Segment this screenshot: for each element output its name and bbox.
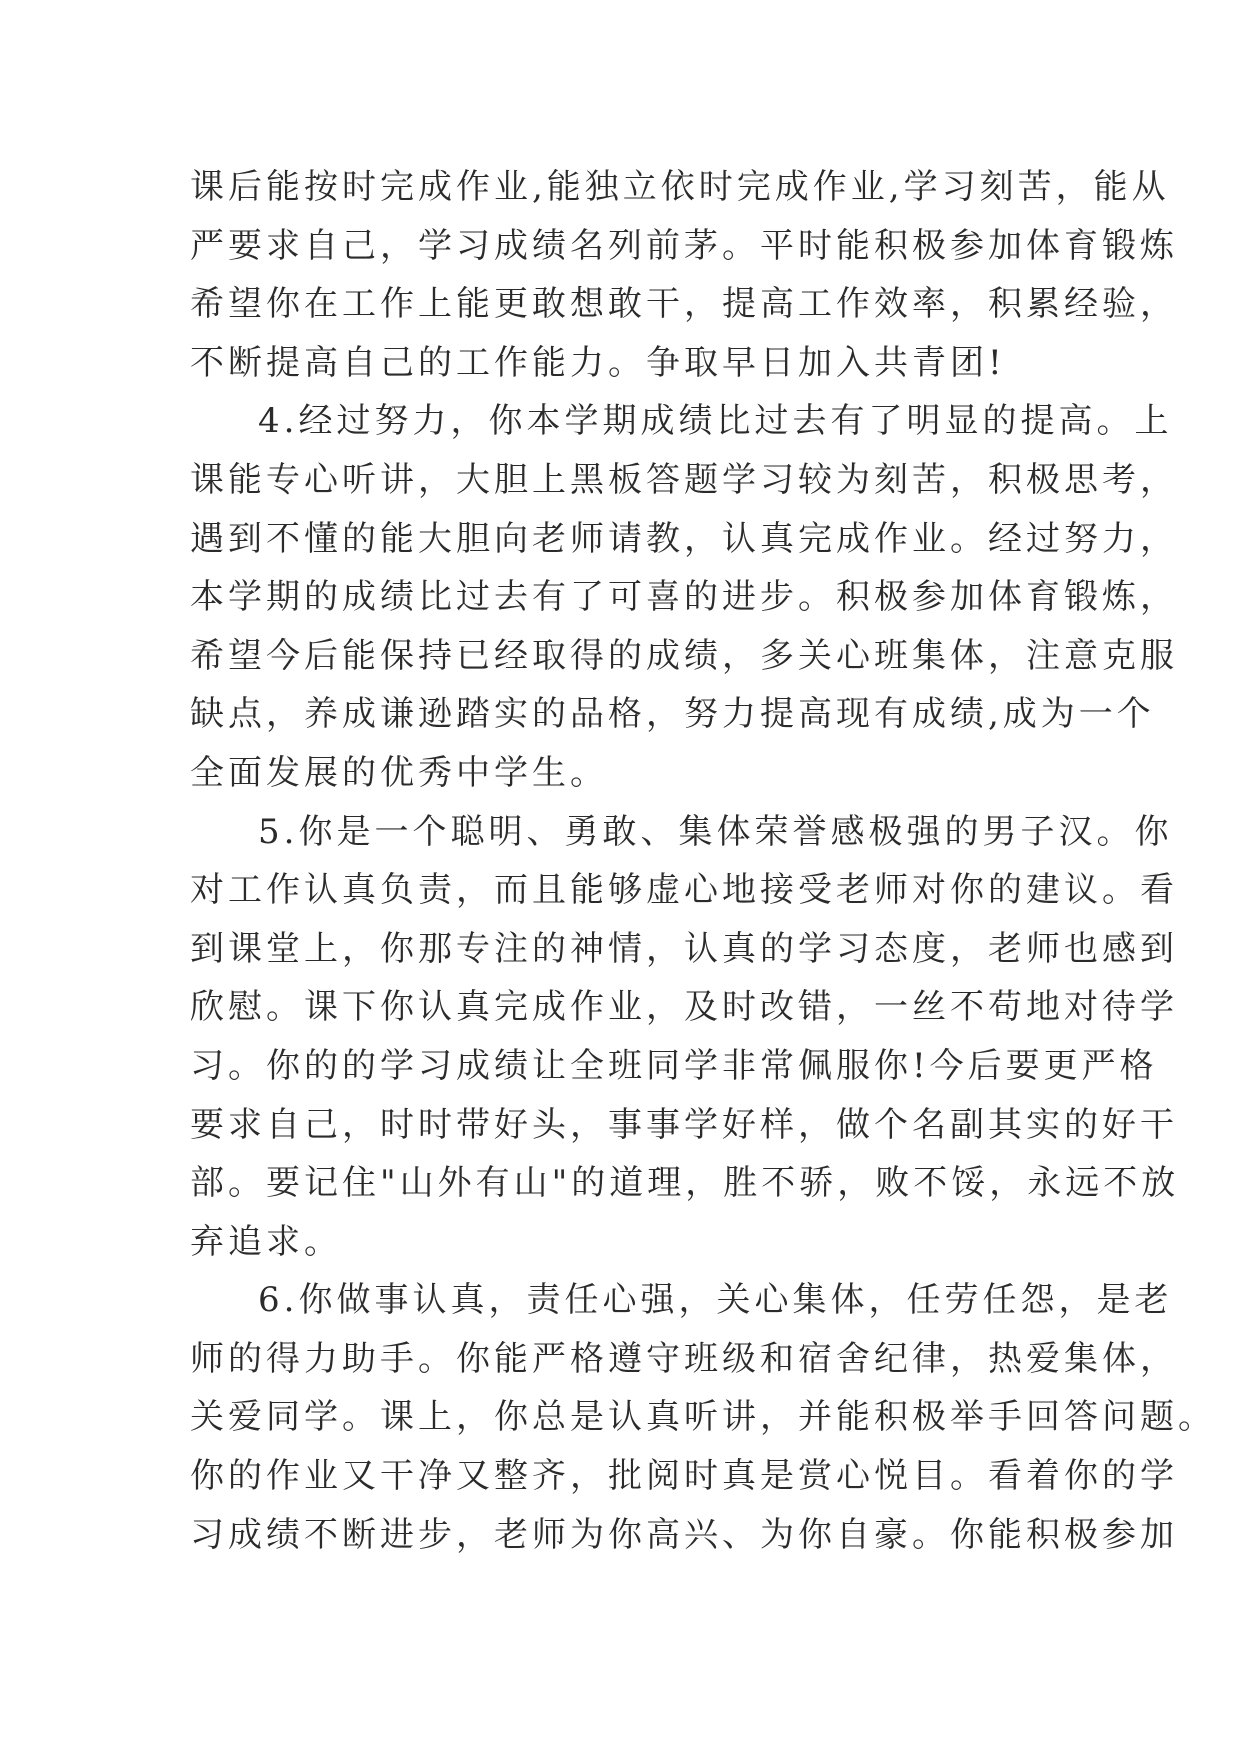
- text-line: 你的作业又干净又整齐，批阅时真是赏心悦目。看着你的学: [190, 1456, 1178, 1497]
- text-line: 对工作认真负责，而且能够虚心地接受老师对你的建议。看: [190, 870, 1178, 911]
- text-line: 到课堂上，你那专注的神情，认真的学习态度，老师也感到: [190, 928, 1178, 969]
- text-line: 要求自己，时时带好头，事事学好样，做个名副其实的好干: [190, 1104, 1178, 1145]
- document-body: [190, 158, 1216, 1564]
- text-line: 师的得力助手。你能严格遵守班级和宿舍纪律，热爱集体，: [190, 1338, 1178, 1379]
- text-line: 课后能按时完成作业,能独立依时完成作业,学习刻苦，能从: [190, 167, 1170, 207]
- text-line: 遇到不懂的能大胆向老师请教，认真完成作业。经过努力，: [190, 518, 1178, 559]
- text-line: 习成绩不断进步，老师为你高兴、为你自豪。你能积极参加: [190, 1514, 1178, 1555]
- text-line: 习。你的的学习成绩让全班同学非常佩服你!今后要更严格: [190, 1045, 1158, 1086]
- text-line: 本学期的成绩比过去有了可喜的进步。积极参加体育锻炼，: [190, 577, 1178, 618]
- paragraph-5: [190, 803, 1180, 1272]
- text-line: 6.你做事认真，责任心强，关心集体，任劳任怨，是老: [258, 1280, 1173, 1321]
- paragraph-6: [190, 1271, 1216, 1564]
- text-line: 全面发展的优秀中学生。: [190, 752, 608, 793]
- text-line: 缺点，养成谦逊踏实的品格，努力提高现有成绩,成为一个: [190, 694, 1155, 735]
- text-line: 关爱同学。课上，你总是认真听讲，并能积极举手回答问题。: [190, 1397, 1216, 1438]
- text-line: 弃追求。: [190, 1221, 342, 1262]
- text-line: 希望你在工作上能更敢想敢干，提高工作效率，积累经验，: [190, 284, 1178, 325]
- text-line: 5.你是一个聪明、勇敢、集体荣誉感极强的男子汉。你: [258, 811, 1173, 852]
- paragraph-3-continuation: [190, 158, 1178, 392]
- text-line: 希望今后能保持已经取得的成绩，多关心班集体，注意克服: [190, 635, 1178, 676]
- text-line: 部。要记住"山外有山"的道理，胜不骄，败不馁，永远不放: [190, 1163, 1180, 1204]
- text-line: 欣慰。课下你认真完成作业，及时改错，一丝不苟地对待学: [190, 987, 1178, 1028]
- paragraph-4: [190, 392, 1178, 802]
- text-line: 课能专心听讲，大胆上黑板答题学习较为刻苦，积极思考，: [190, 459, 1178, 500]
- text-line: 不断提高自己的工作能力。争取早日加入共青团!: [190, 342, 1006, 383]
- text-line: 4.经过努力，你本学期成绩比过去有了明显的提高。上: [258, 401, 1173, 442]
- text-line: 严要求自己，学习成绩名列前茅。平时能积极参加体育锻炼: [190, 225, 1178, 266]
